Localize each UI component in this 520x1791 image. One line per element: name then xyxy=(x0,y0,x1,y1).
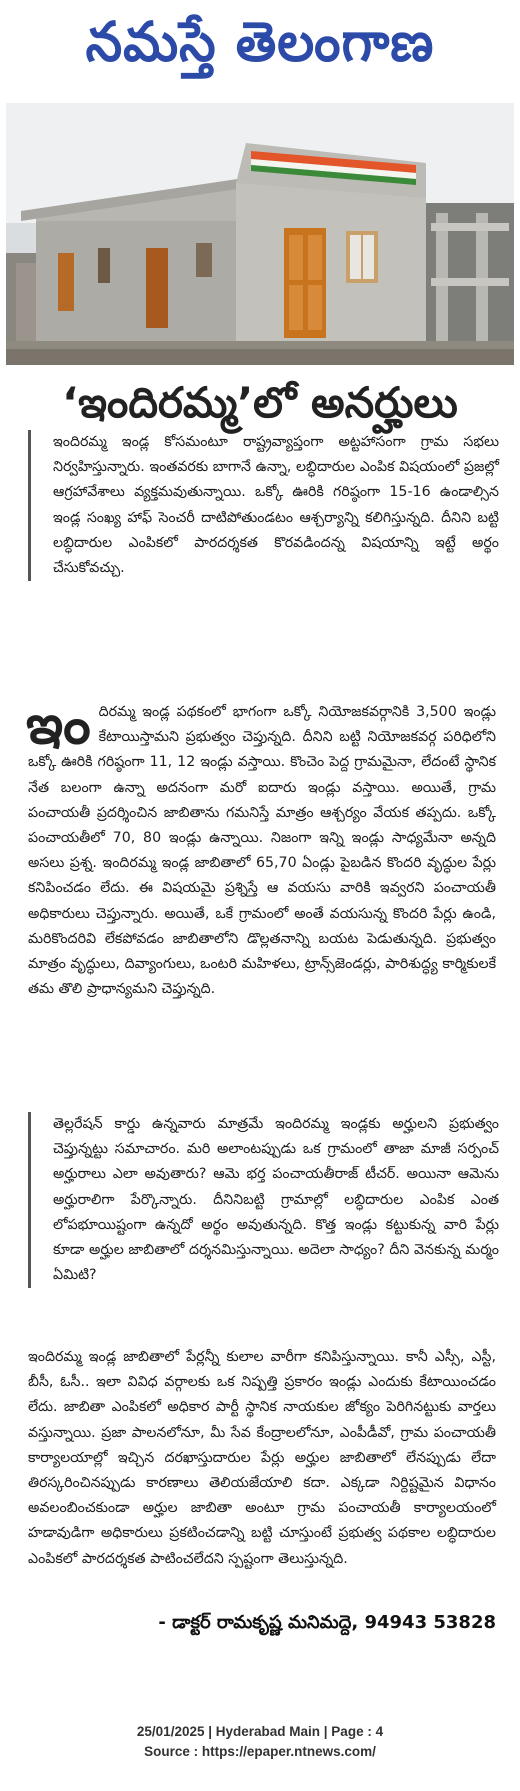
paragraph-3: తెల్లరేషన్ కార్డు ఉన్నవారు మాత్రమే ఇందిరమ్మ ఇండ్లకు అర్హులని ప్రభుత్వం చెప్తున్నట్టు సమాచారం. మరి అలాంటప్పుడు ఒక గ్రామంలో తాజా మాజీ సర్పంచ్ అర్హురాలు ఎలా అవుతారు? ఆమె భర్త పంచాయతీరాజ్ టీచర్. అయినా ఆమెను అర్హురాలిగా పేర్కొన్నారు. దీనినిబట్టి గ్రామాల్లో లబ్ధిదారుల ఎంపిక ఎంత లోపభూయిష్టంగా ఉన్నదో అర్థం అవుతున్నది. కొత్త ఇండ్లు కట్టుకున్న వారి పేర్లు కూడా అర్హుల జాబితాలో దర్శనమిస్తున్నాయి. అదెలా సాధ్యం? దీని వెనకున్న మర్మం ఏమిటి? xyxy=(28,1112,499,1288)
footer-date-edition: 25/01/2025 | Hyderabad Main | Page : 4 xyxy=(136,1724,384,1739)
drop-cap: ఇం xyxy=(26,693,91,756)
newspaper-logo: నమస్తే తెలంగాణ xyxy=(85,10,435,75)
masthead xyxy=(0,0,520,100)
footer-source: Source : https://epaper.ntnews.com/ xyxy=(144,1744,376,1759)
paragraph-4: ఇందిరమ్మ ఇండ్ల జాబితాలో పేర్లన్నీ కులాల వారీగా కనిపిస్తున్నాయి. కానీ ఎస్సీ, ఎస్టీ, బీసీ, ఓసీ.. ఇలా వివిధ వర్గాలకు ఒక నిష్పత్తి ప్రకారం ఇండ్లు ఎందుకు కేటాయించడం లేదు. జాబితా ఎంపికలో అధికార పార్టీ స్థానిక నాయకుల జోక్యం పెరిగినట్టుకు వార్తలు వస్తున్నాయి. ప్రజా పాలనలోనూ, మీ సేవ కేంద్రాలలోనూ, ఎంపీడీవో, గ్రామ పంచాయతీ కార్యాలయాల్లో ఇచ్చిన దరఖాస్తుదారుల పేర్లు అర్హుల జాబితాలో లేనప్పుడు లేదా తిరస్కరించినప్పుడు కారణాలు తెలియజేయాలి కదా. ఎక్కడా నిర్దిష్టమైన విధానం అవలంబించకుండా అర్హుల జాబితా అంటూ గ్రామ పంచాయతీ కార్యాలయంలో హడావుడిగా అధికారులు ప్రకటించడాన్ని బట్టి చూస్తుంటే ప్రభుత్వ పథకాల లబ్ధిదారుల ఎంపికలో పారదర్శకత పాటించలేదని స్పష్టంగా తెలుస్తున్నది. xyxy=(28,1349,496,1567)
headline: ‘ఇందిరమ్మ’లో అనర్హులు xyxy=(62,378,458,427)
house-photo xyxy=(6,103,514,365)
paragraph-1: ఇందిరమ్మ ఇండ్ల కోసమంటూ రాష్ట్రవ్యాప్తంగా అట్టహాసంగా గ్రామ సభలు నిర్వహిస్తున్నారు. ఇంతవరకు బాగానే ఉన్నా, లబ్ధిదారుల ఎంపిక విషయంలో ప్రజల్లో ఆగ్రహావేశాలు వ్యక్తమవుతున్నాయి. ఒక్కో ఊరికి గరిష్ఠంగా 15-16 ఉండాల్సిన ఇండ్ల సంఖ్య హాఫ్ సెంచరీ దాటిపోతుండటం ఆశ్చర్యాన్ని కలిగిస్తున్నది. దీనిని బట్టి లబ్ధిదారుల ఎంపికలో పారదర్శకత కొరవడిందన్న విషయాన్ని ఇట్టే అర్థం చేసుకోవచ్చు. xyxy=(28,430,499,581)
paragraph-2-text: దిరమ్మ ఇండ్ల పథకంలో భాగంగా ఒక్కో నియోజకవర్గానికి 3,500 ఇండ్లు కేటాయిస్తామని ప్రభుత్వం చెప్తున్నది. దీనిని బట్టి నియోజకవర్గ పరిధిలోని ఒక్కో ఊరికి గరిష్ఠంగా 11, 12 ఇండ్లు వస్తాయి. కొంచెం పెద్ద గ్రామమైనా, లేదంటే స్థానిక నేత బలంగా ఉన్నా అదనంగా మరో ఐదారు ఇండ్లు వస్తాయి. అయితే, గ్రామ పంచాయతీ ప్రదర్శించిన జాబితాను గమనిస్తే మాత్రం ఆశ్చర్యం వేయక తప్పదు. ఒక్కో పంచాయతీలో 70, 80 ఇండ్లు ఉన్నాయి. నిజంగా ఇన్ని ఇండ్లు సాధ్యమేనా అన్నది అసలు ప్రశ్న. ఇందిరమ్మ ఇండ్ల జాబితాలో 65,70 ఏండ్లు పైబడిన కొందరి వృద్ధుల పేర్లు కనిపించడం లేదు. ఈ విషయమై ప్రశ్నిస్తే ఆ వయసు వారికి ఇవ్వరని పంచాయతీ అధికారులు చెప్తున్నారు. అయితే, ఒకే గ్రామంలో అంతే వయసున్న కొందరి పేర్లు ఉండి, మరికొందరివి లేకపోవడం జాబితాలోని డొల్లతనాన్ని బయట పెడుతున్నది. ప్రభుత్వం మాత్రం వృద్ధులు, దివ్యాంగులు, ఒంటరి మహిళలు, ట్రాన్స్‌జెండర్లు, పారిశుద్ధ్య కార్మికులకే తమ తొలి ప్రాధాన్యమని చెప్తున్నది. xyxy=(28,704,496,998)
paragraph-2 xyxy=(26,693,496,1002)
author-signature: - డాక్టర్ రామకృష్ణ మనిమద్దె, 94943 53828 xyxy=(158,1612,496,1633)
